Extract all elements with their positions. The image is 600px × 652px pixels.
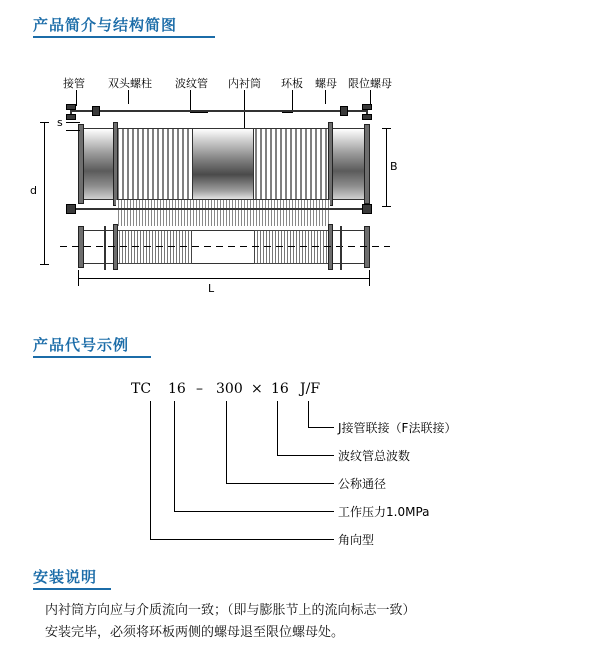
bellows-right [254, 128, 330, 200]
nut-upper-right-2 [362, 114, 372, 120]
tie-rod-bar-upper [70, 110, 368, 112]
dimension-tick-L-left [78, 270, 79, 286]
code-token-300: 300 [216, 381, 243, 397]
leader-line-5-horizontal [282, 112, 293, 113]
section-ring-plate-left [113, 224, 118, 270]
code-connector-16a [174, 511, 334, 512]
dimension-arrow-d-bottom [40, 264, 49, 265]
section-title-rule-code [33, 356, 151, 358]
ring-plate-left [113, 122, 118, 206]
section-title-structure: 产品简介与结构简图 [33, 16, 178, 34]
code-connector-tc [150, 539, 334, 540]
nut-lower-right [362, 204, 372, 214]
tie-rod-bar-lower [70, 208, 368, 210]
part-label-huanban: 环板 [281, 77, 303, 90]
code-desc-connection: J接管联接（F法联接） [338, 421, 457, 435]
dimension-label-d: d [30, 184, 37, 197]
code-connector-jf [308, 427, 334, 428]
limit-nut-left [92, 106, 100, 116]
section-hatch-left [116, 230, 192, 264]
nut-upper-left-2 [66, 114, 76, 120]
stud-lower-left [104, 226, 106, 270]
section-title-code: 产品代号示例 [33, 336, 130, 354]
code-token-times: × [251, 381, 263, 397]
pipe-right-elevation [330, 128, 368, 200]
nut-upper-left-1 [66, 104, 76, 110]
structure-diagram [0, 60, 600, 310]
flange-right [364, 124, 370, 204]
section-flange-left [78, 226, 84, 268]
install-note-line-2: 安装完毕，必须将环板两侧的螺母退至限位螺母处。 [45, 625, 345, 640]
code-desc-wave-count: 波纹管总波数 [338, 449, 411, 463]
part-label-shuangtou: 双头螺柱 [108, 77, 152, 90]
code-connector-16b [277, 455, 334, 456]
code-dropline-16b [277, 401, 278, 455]
leader-line-5 [292, 90, 293, 112]
ring-plate-right [328, 122, 333, 206]
code-token-tc: TC [131, 381, 152, 397]
dimension-label-B: B [390, 160, 398, 173]
leader-line-2 [128, 90, 129, 104]
code-token-jf: J/F [300, 381, 321, 397]
section-title-rule-install [33, 588, 111, 590]
leader-line-1 [76, 90, 77, 106]
code-connector-300 [226, 483, 334, 484]
section-flange-right [364, 226, 370, 268]
part-label-luomu: 螺母 [315, 77, 337, 90]
section-title-rule-structure [33, 36, 215, 38]
leader-line-3 [190, 90, 191, 112]
code-desc-nominal-diameter: 公称通径 [338, 477, 387, 491]
code-token-16b: 16 [271, 381, 289, 397]
code-dropline-jf [308, 401, 309, 427]
dimension-tick-s-bottom [66, 130, 80, 131]
product-code-diagram [0, 375, 600, 547]
section-hatch-right [254, 230, 330, 264]
nut-lower-left [66, 204, 76, 214]
section-ring-plate-right [328, 224, 333, 270]
part-label-jieguan: 接管 [63, 77, 85, 90]
dimension-arrow-b-bottom [382, 206, 391, 207]
code-desc-type: 角向型 [338, 533, 375, 547]
dimension-label-L: L [208, 282, 215, 295]
part-label-bowenguan: 波纹管 [175, 77, 208, 90]
leader-line-4 [244, 90, 245, 128]
leader-line-6 [325, 90, 326, 104]
part-label-neichentong: 内衬筒 [228, 77, 261, 90]
code-token-dash: – [196, 381, 203, 397]
code-token-16a: 16 [168, 381, 186, 397]
dimension-arrow-b-top [382, 128, 391, 129]
dimension-line-d [44, 122, 45, 264]
hatch-band-upper [116, 200, 330, 226]
dimension-label-s: s [57, 116, 63, 129]
code-dropline-300 [226, 401, 227, 483]
bellows-left [116, 128, 192, 200]
dimension-line-b [386, 128, 387, 206]
dimension-tick-L-right [369, 270, 370, 286]
flange-left [78, 124, 84, 204]
limit-nut-right [340, 106, 348, 116]
code-dropline-tc [150, 401, 151, 539]
stud-lower-right [340, 226, 342, 270]
section-title-install: 安装说明 [33, 568, 98, 586]
leader-line-3-horizontal [190, 112, 208, 113]
dimension-line-L [78, 278, 370, 279]
pipe-left-elevation [80, 128, 116, 200]
center-tube [192, 128, 254, 200]
code-dropline-16a [174, 401, 175, 511]
dimension-arrow-d-top [40, 122, 49, 123]
install-note-line-1: 内衬筒方向应与介质流向一致；（即与膨胀节上的流向标志一致） [45, 603, 416, 618]
nut-upper-right-1 [362, 104, 372, 110]
part-label-xianweiluomu: 限位螺母 [348, 77, 392, 90]
dimension-tick-s-top [66, 122, 80, 123]
code-desc-working-pressure: 工作压力1.0MPa [338, 505, 430, 519]
